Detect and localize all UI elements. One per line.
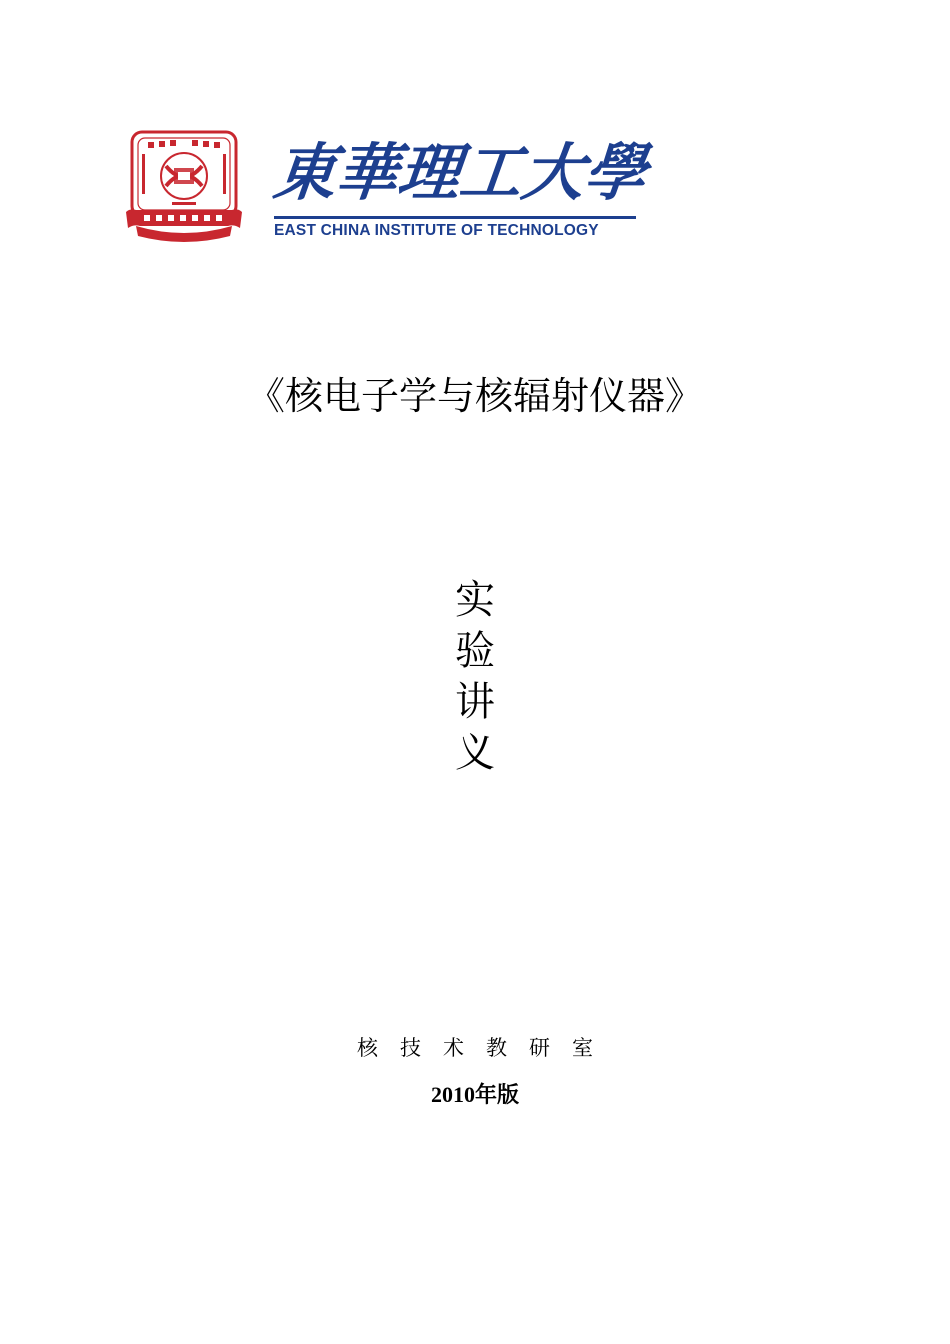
department-char: 室 — [572, 1036, 593, 1060]
department-char: 核 — [357, 1036, 378, 1060]
document-type-char: 验 — [455, 628, 495, 674]
wordmark-char: 東 — [270, 136, 340, 209]
wordmark-char: 學 — [580, 136, 650, 209]
document-type-char: 实 — [455, 577, 495, 623]
wordmark-char: 華 — [332, 136, 402, 209]
department-char: 教 — [486, 1036, 507, 1060]
document-type — [0, 575, 950, 779]
document-type-char: 义 — [455, 730, 495, 776]
university-name-english: EAST CHINA INSTITUTE OF TECHNOLOGY — [274, 222, 599, 239]
department-name — [0, 1033, 950, 1063]
document-type-char: 讲 — [455, 679, 495, 725]
edition-label: 2010年版 — [430, 1082, 519, 1107]
university-wordmark — [270, 132, 650, 242]
department-char: 技 — [400, 1036, 421, 1060]
wordmark-divider — [274, 216, 636, 219]
wordmark-char: 大 — [518, 136, 588, 209]
university-logo — [118, 124, 650, 248]
course-title: 《核电子学与核辐射仪器》 — [246, 374, 703, 418]
department-char: 研 — [529, 1036, 550, 1060]
wordmark-char: 工 — [456, 136, 526, 209]
wordmark-char: 理 — [394, 136, 464, 209]
department-char: 术 — [443, 1036, 464, 1060]
university-name-chinese — [270, 132, 650, 214]
university-seal-icon — [122, 128, 246, 246]
